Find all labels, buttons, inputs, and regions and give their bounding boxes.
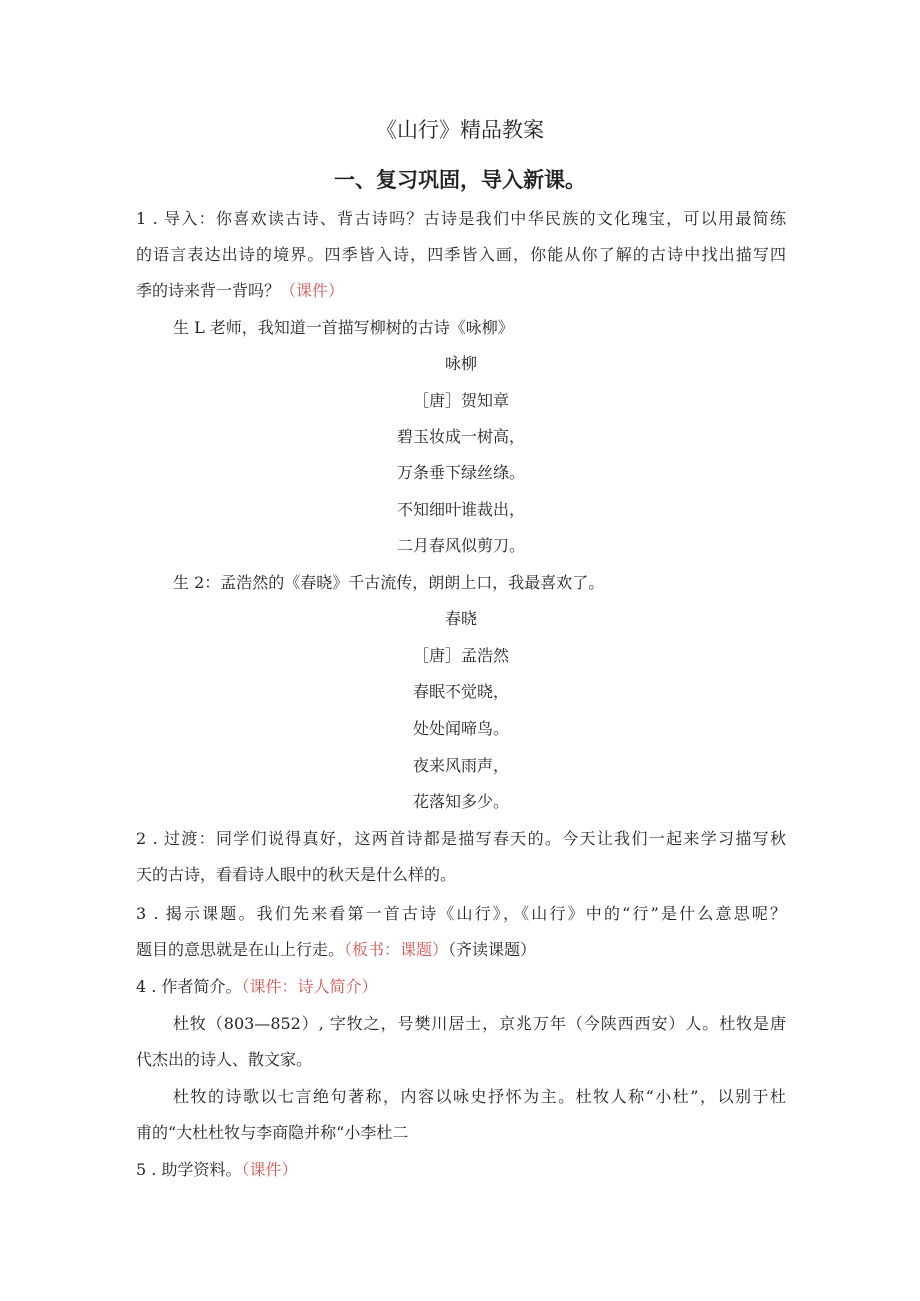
bio-2-line-1: 杜牧的诗歌以七言绝句著称，内容以咏史抒怀为主。杜牧人称“小杜”，以别于杜 (173, 1087, 786, 1106)
poem-2-line: 花落知多少。 (412, 792, 509, 811)
poem-1-title: 咏柳 (444, 354, 477, 373)
paragraph-1-line-2: 的语言表达出诗的境界。四季皆入诗，四季皆入画，你能从你了解的古诗中找出描写四 (136, 245, 786, 264)
courseware-note: （课件） (241, 1160, 298, 1179)
paragraph-1-line-1: 1 . 导入：你喜欢读古诗、背古诗吗？古诗是我们中华民族的文化瑰宝，可以用最简练 (136, 209, 786, 228)
paragraph-5-text: 5 . 助学资料。 (136, 1160, 242, 1179)
paragraph-1-line-3 (136, 280, 786, 302)
poem-1-author: ［唐］贺知章 (412, 391, 509, 410)
poem-1-line: 不知细叶谁裁出， (396, 500, 525, 519)
poem-2-line: 处处闻啼鸟。 (412, 719, 509, 738)
paragraph-2-line-2: 天的古诗，看看诗人眼中的秋天是什么样的。 (136, 865, 457, 884)
student-1-line: 生 L 老师，我知道一首描写柳树的古诗《咏柳》 (173, 318, 514, 337)
paragraph-3-text: 题目的意思就是在山上行走。 (136, 940, 345, 959)
paragraph-2-line-1: 2 . 过渡：同学们说得真好，这两首诗都是描写春天的。今天让我们一起来学习描写秋 (136, 829, 786, 848)
paragraph-5-line (136, 1159, 786, 1181)
author-intro-note: （课件：诗人简介） (241, 977, 378, 996)
paragraph-3-line-2 (136, 939, 786, 961)
document-title: 《山行》精品教案 (376, 118, 544, 142)
poem-2-line: 夜来风雨声， (412, 756, 509, 775)
poem-2-line: 春眠不觉晓， (412, 682, 509, 701)
paragraph-4-text: 4 . 作者简介。 (136, 977, 242, 996)
courseware-note: （课件） (280, 281, 345, 300)
board-note: （板书：课题） (344, 940, 449, 959)
poem-1-line: 万条垂下绿丝绦。 (396, 463, 525, 482)
bio-1-line-1: 杜牧（803—852）, 字牧之，号樊川居士，京兆万年（今陕西西安）人。杜牧是唐 (173, 1014, 786, 1033)
poem-2-author: ［唐］孟浩然 (412, 646, 509, 665)
read-aloud-note: （齐读课题） (448, 940, 537, 959)
paragraph-4-line (136, 976, 786, 998)
poem-1-line: 碧玉妆成一树高， (396, 427, 525, 446)
poem-1-line: 二月春风似剪刀。 (396, 536, 525, 555)
student-2-line: 生 2：孟浩然的《春晓》千古流传，朗朗上口，我最喜欢了。 (173, 573, 605, 592)
bio-2-line-2: 甫的“大杜杜牧与李商隐并称“小李杜二 (136, 1123, 409, 1142)
paragraph-3-line-1: 3 . 揭示课题。我们先来看第一首古诗《山行》，《山行》中的“行”是什么意思呢？ (136, 904, 786, 923)
poem-2-title: 春晓 (444, 609, 477, 628)
section-heading: 一、复习巩固，导入新课。 (334, 168, 586, 192)
paragraph-1-text: 季的诗来背一背吗？ (136, 281, 281, 300)
bio-1-line-2: 代杰出的诗人、散文家。 (136, 1050, 313, 1069)
